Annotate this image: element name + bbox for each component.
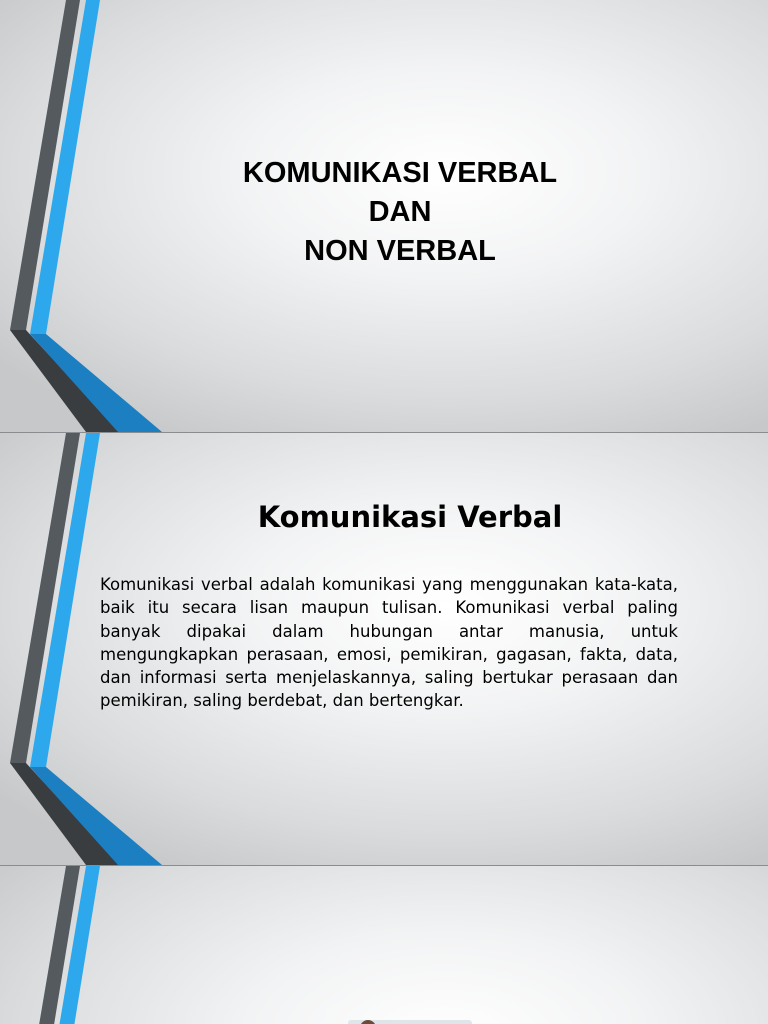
- title-line: NON VERBAL: [304, 235, 496, 267]
- slide-body-text: Komunikasi verbal adalah komunikasi yang menggunakan kata-kata, baik itu secara lisan maupun tulisan. Komunikasi verbal paling banyak dipakai dalam hubungan antar manusia, untuk mengungkapkan perasaan, emosi, pemikiran, gagasan, fakta, data, dan informasi serta menjelaskannya, saling bertukar perasaan dan pemikiran, saling berdebat, dan bertengkar.: [100, 575, 678, 711]
- slide-3: [0, 866, 768, 1024]
- gray-wedge: [10, 330, 120, 432]
- slide-1: [0, 0, 768, 432]
- slide-heading: Komunikasi Verbal: [257, 500, 563, 534]
- slide-picture: [340, 1006, 480, 1024]
- title-line: DAN: [368, 196, 432, 228]
- slide-decoration: [0, 866, 180, 1024]
- slide-title: [180, 154, 620, 271]
- slide-2: [0, 433, 768, 865]
- gray-wedge: [10, 763, 120, 865]
- slide-decoration: [0, 0, 180, 432]
- title-line: KOMUNIKASI VERBAL: [242, 157, 558, 189]
